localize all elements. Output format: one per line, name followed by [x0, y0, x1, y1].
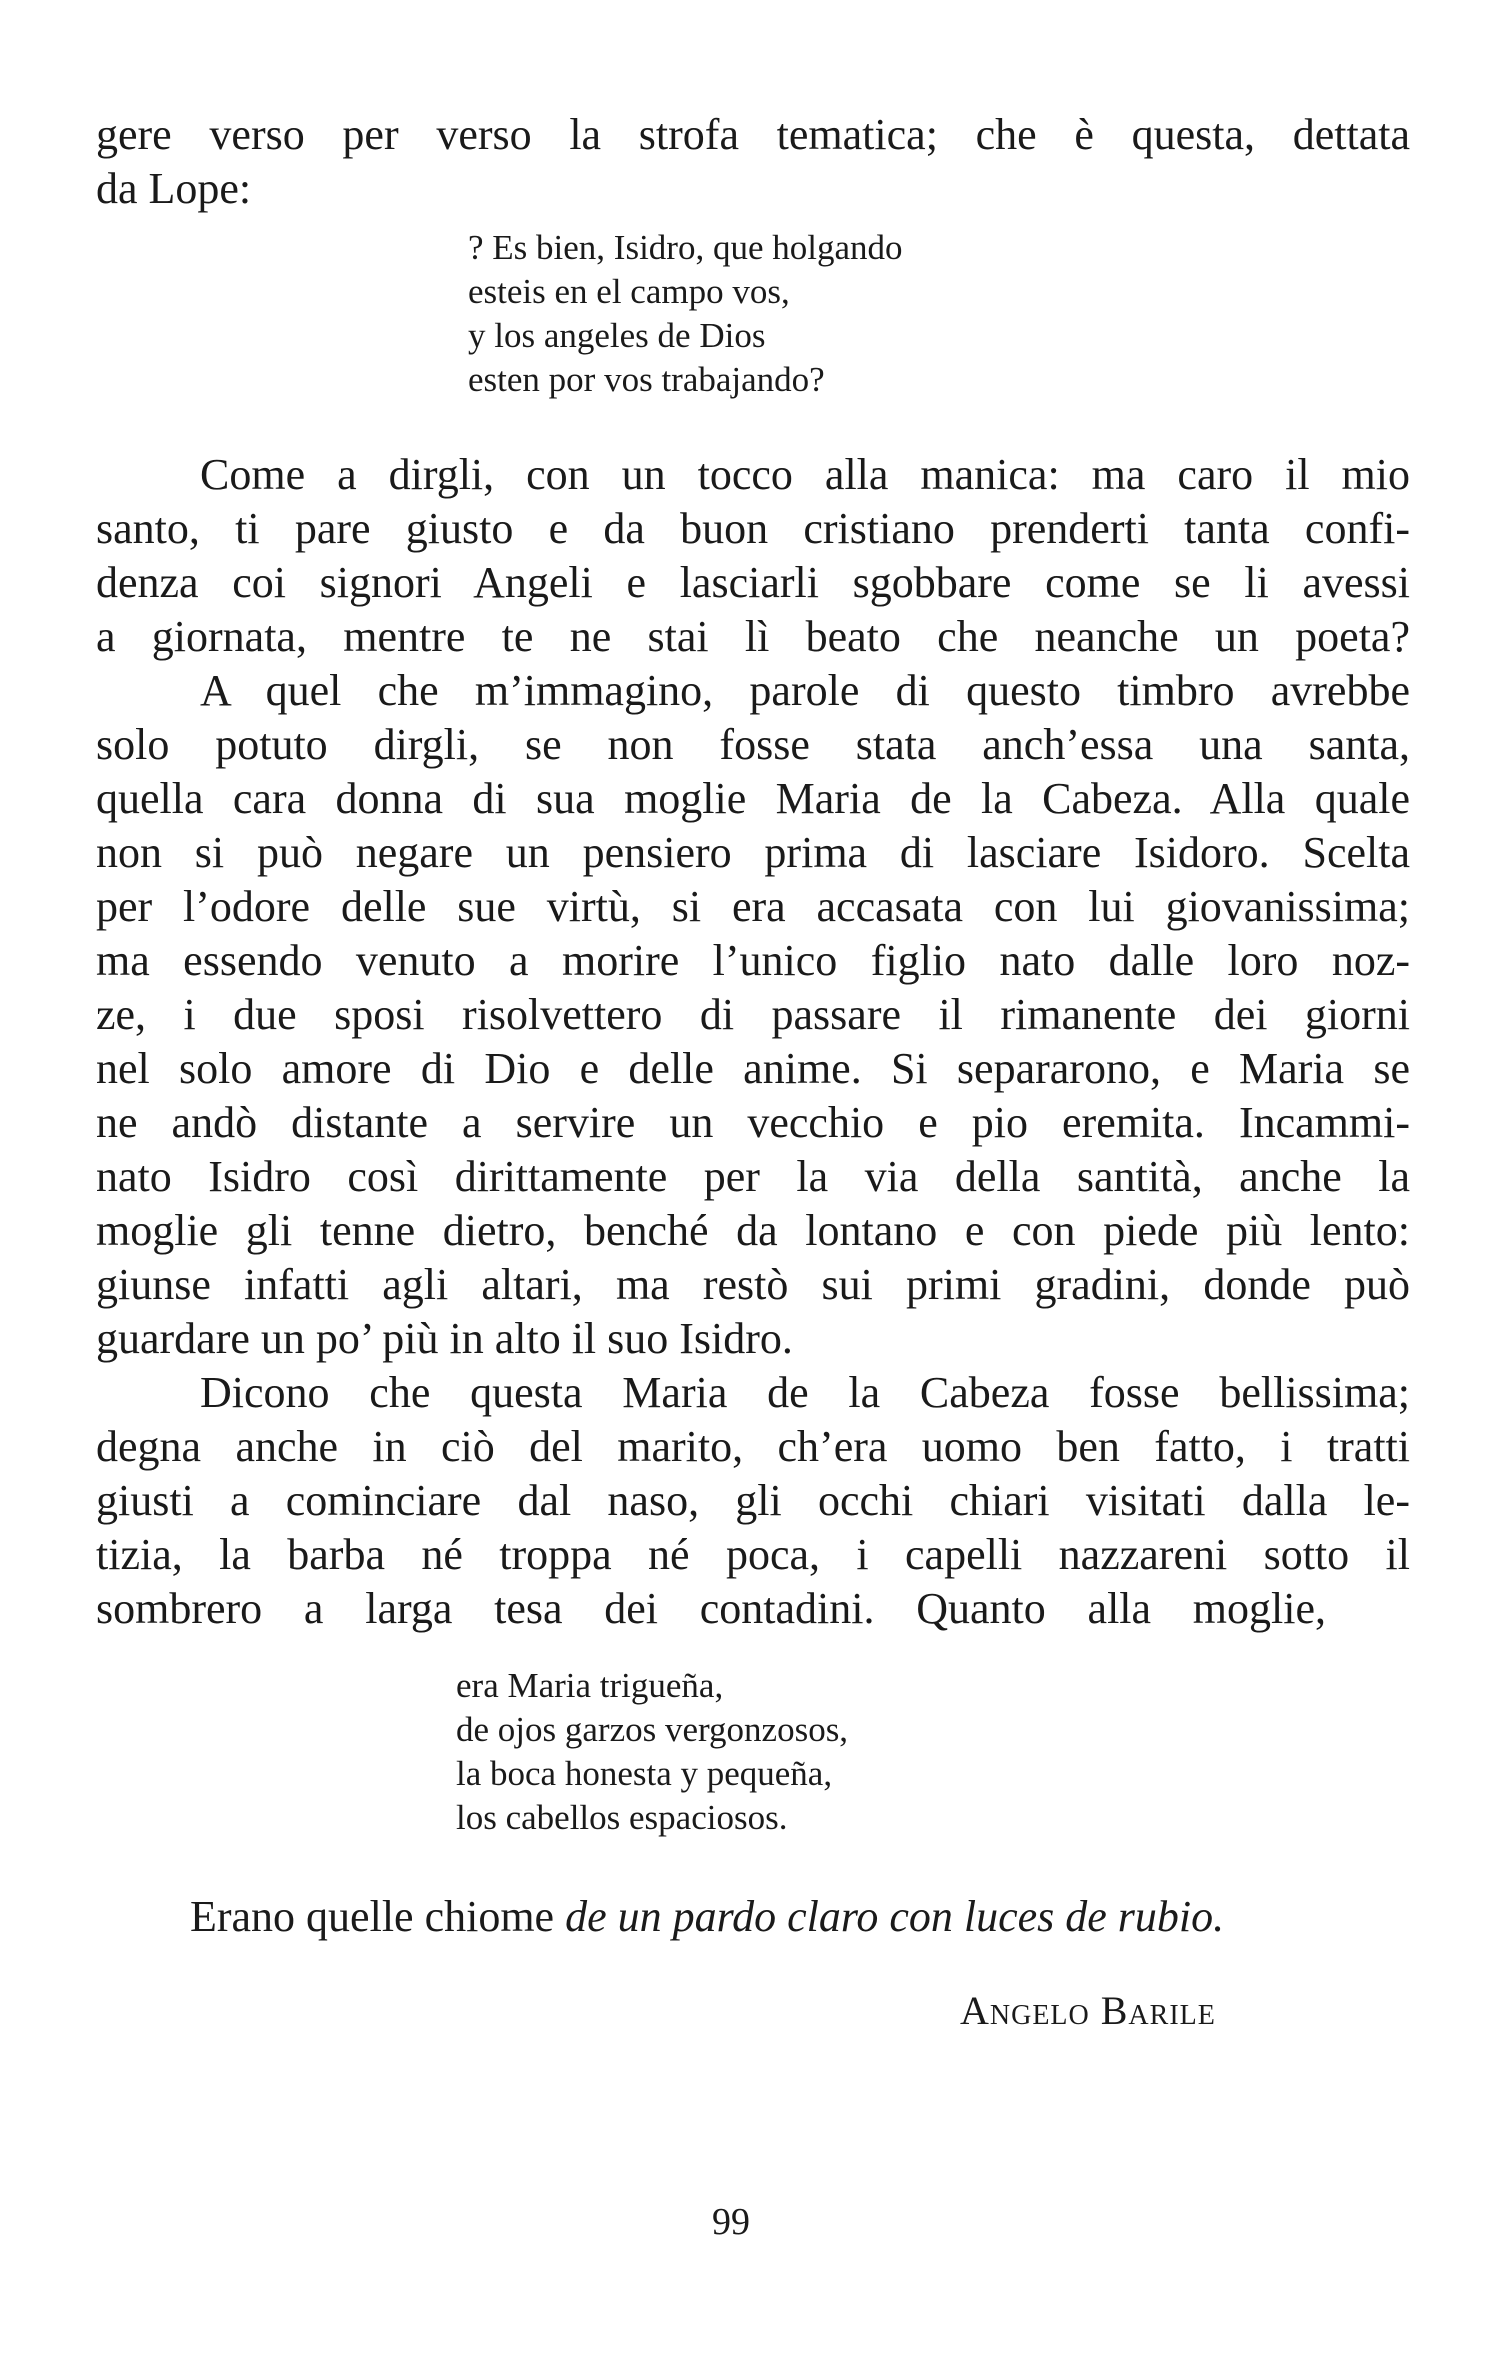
- para3-line-3: giusti a cominciare dal naso, gli occhi chiari visitati dalla le-: [96, 1476, 1410, 1525]
- verse2-line-4: los cabellos espaciosos.: [456, 1798, 788, 1837]
- para2-line-8: nel solo amore di Dio e delle anime. Si separarono, e Maria se: [96, 1044, 1410, 1093]
- para2-line-7: ze, i due sposi risolvettero di passare il rimanente dei giorni: [96, 990, 1410, 1039]
- para1-line-1: Come a dirgli, con un tocco alla manica: ma caro il mio: [200, 450, 1410, 499]
- para2-line-3: quella cara donna di sua moglie Maria de la Cabeza. Alla quale: [96, 774, 1410, 823]
- para3-line-2: degna anche in ciò del marito, ch’era uomo ben fatto, i tratti: [96, 1422, 1410, 1471]
- verse2-line-1: era Maria trigueña,: [456, 1666, 724, 1705]
- para2-line-6: ma essendo venuto a morire l’unico figlio nato dalle loro noz-: [96, 936, 1410, 985]
- verse2-line-3: la boca honesta y pequeña,: [456, 1754, 833, 1793]
- verse2-line-2: de ojos garzos vergonzosos,: [456, 1710, 849, 1749]
- para1-line-3: denza coi signori Angeli e lasciarli sgobbare come se li avessi: [96, 558, 1410, 607]
- intro-line-1: gere verso per verso la strofa tematica; che è questa, dettata: [96, 110, 1410, 159]
- para2-line-13: guardare un po’ più in alto il suo Isidro.: [96, 1314, 793, 1363]
- closing-line: [190, 1890, 1224, 1944]
- para2-line-12: giunse infatti agli altari, ma restò sui primi gradini, donde può: [96, 1260, 1410, 1309]
- verse1-line-4: esten por vos trabajando?: [468, 360, 825, 399]
- para3-line-5: sombrero a larga tesa dei contadini. Quanto alla moglie,: [96, 1584, 1326, 1633]
- closing-prefix: Erano quelle chiome: [190, 1892, 566, 1941]
- closing-italic-quote: de un pardo claro con luces de rubio.: [565, 1892, 1225, 1941]
- para2-line-1: A quel che m’immagino, parole di questo timbro avrebbe: [200, 666, 1410, 715]
- para1-line-4: a giornata, mentre te ne stai lì beato che neanche un poeta?: [96, 612, 1410, 661]
- intro-line-2: da Lope:: [96, 164, 252, 213]
- verse1-line-1: ? Es bien, Isidro, que holgando: [468, 228, 903, 267]
- verse1-line-3: y los angeles de Dios: [468, 316, 766, 355]
- para3-line-4: tizia, la barba né troppa né poca, i capelli nazzareni sotto il: [96, 1530, 1410, 1579]
- verse1-line-2: esteis en el campo vos,: [468, 272, 790, 311]
- author-signature: Angelo Barile: [960, 1988, 1216, 2033]
- page-number: 99: [712, 2201, 750, 2243]
- para3-line-1: Dicono che questa Maria de la Cabeza fosse bellissima;: [200, 1368, 1410, 1417]
- para2-line-4: non si può negare un pensiero prima di lasciare Isidoro. Scelta: [96, 828, 1410, 877]
- para2-line-2: solo potuto dirgli, se non fosse stata anch’essa una santa,: [96, 720, 1410, 769]
- para2-line-5: per l’odore delle sue virtù, si era accasata con lui giovanissima;: [96, 882, 1410, 931]
- para2-line-11: moglie gli tenne dietro, benché da lontano e con piede più lento:: [96, 1206, 1410, 1255]
- para2-line-10: nato Isidro così dirittamente per la via della santità, anche la: [96, 1152, 1410, 1201]
- para2-line-9: ne andò distante a servire un vecchio e pio eremita. Incammi-: [96, 1098, 1410, 1147]
- para1-line-2: santo, ti pare giusto e da buon cristiano prenderti tanta confi-: [96, 504, 1410, 553]
